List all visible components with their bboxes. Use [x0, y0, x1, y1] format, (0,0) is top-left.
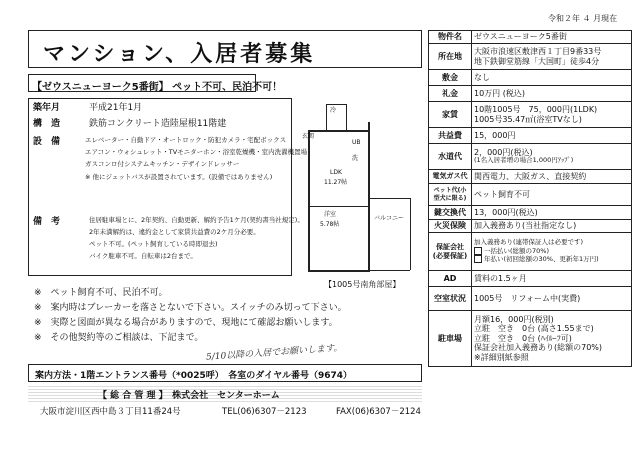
room-label: 洋室 — [324, 211, 337, 218]
floorplan — [294, 100, 426, 280]
row-value: 15，000円 — [472, 128, 632, 144]
built-label: 築年月 — [33, 103, 61, 113]
room-label: LDK — [330, 169, 342, 176]
row-label: 駐車場 — [429, 311, 472, 367]
row-value: 13，000円(税込) — [472, 206, 632, 220]
row-value: 大阪市浪速区敷津西１丁目9番33号 — [474, 46, 602, 56]
note-line: 住居駐車場とに、2年契約、自動更新、解約予告1ケ月(契約書当社規定)。 — [89, 216, 304, 224]
note-line: 2年未満解約は、違約金として家賃共益費の2ケ月分必要。 — [89, 228, 260, 236]
guidance-box: 案内方法・1階エントランス番号（*0025呼） 各室のダイヤル番号（9674） — [28, 364, 422, 382]
row-value: 1005号35.47㎡(浴室TVなし) — [474, 114, 582, 124]
row-label: 水道代 — [429, 144, 472, 170]
bullet-line: ※ その他契約等のご相談は、下記まで。 — [34, 333, 204, 343]
facilities-label: 設 備 — [33, 137, 61, 147]
room-label: 5.78帖 — [320, 221, 340, 228]
built-value: 平成21年1月 — [89, 103, 143, 113]
property-table — [428, 30, 632, 367]
row-value: 月額16，000円(税別) — [474, 314, 554, 324]
row-value: 立駐 空き 0台 (高さ1.55まで) — [474, 324, 594, 334]
row-value: 加入義務あり(連帯保証人は必要です) — [474, 237, 584, 246]
row-label: 敷金 — [429, 70, 472, 86]
checkbox-icon — [474, 255, 482, 263]
note-line: ペット不可。(ペット飼育している時即退去) — [89, 240, 218, 248]
title-box — [28, 30, 422, 68]
bullet-line: ※ 案内時はブレーカーを落さとないで下さい。スイッチのみ切って下さい。 — [34, 303, 347, 313]
row-label: 物件名 — [429, 31, 472, 44]
row-value: 10階1005号 75，000円(1LDK) — [474, 104, 598, 114]
row-value: なし — [472, 70, 632, 86]
bullet-line: ※ ペット飼育不可、民泊不可。 — [34, 288, 168, 298]
row-value: 2，000円(税込) — [474, 147, 533, 157]
page-title: マンション、入居者募集 — [43, 42, 316, 67]
row-value — [474, 255, 629, 264]
row-label: 鍵交換代 — [429, 206, 472, 220]
details-box — [28, 98, 308, 276]
row-value: 年払い(初回総額の30%、更新年1万円) — [484, 255, 599, 264]
row-label: ペット代(小型犬に限る) — [429, 184, 472, 206]
room-label: 洗 — [352, 155, 359, 162]
row-label: 家賃 — [429, 102, 472, 128]
row-value: ペット飼育不可 — [472, 184, 632, 206]
row-value: 立駐 空き 0台 (ﾊｲﾙｰﾌ可) — [474, 333, 572, 343]
room-label: 冷 — [330, 107, 337, 114]
date-label: 令和２年 ４ 月現在 — [548, 14, 618, 23]
row-label: 電気ガス代 — [429, 170, 472, 184]
room-label: UB — [352, 139, 361, 146]
row-value: 加入義務あり(当社指定なし) — [472, 220, 632, 233]
facility-line: エアコン・ウォシュレット・TVモニターホン・浴室乾燥機・室内洗濯機置場 — [85, 148, 308, 156]
row-label: 空室状況 — [429, 287, 472, 311]
row-value: 賃料の1.5ヶ月 — [472, 271, 632, 287]
company-tel: TEL(06)6307－2123 — [222, 407, 307, 417]
facility-line: ガスコンロ付システムキッチン・デザインドレッサー — [85, 160, 240, 168]
row-value: 地下鉄御堂筋線「大国町」徒歩4分 — [474, 56, 600, 66]
row-label: AD — [429, 271, 472, 287]
facilities-note: ※ 他にジェットバスが設置されています。(設備ではありません) — [85, 173, 273, 181]
row-value: 一括払い(総額の70%) — [484, 246, 550, 255]
row-value: ※詳細別紙参照 — [474, 352, 529, 362]
facility-line: エレベーター・自動ドア・オートロック・防犯カメラ・宅配ボックス — [85, 136, 287, 144]
bullet-line: ※ 実際と図面が異なる場合がありますので、現地にて確認お願いします。 — [34, 318, 338, 328]
structure-label: 構 造 — [33, 119, 61, 129]
row-value: 関西電力、大阪ガス、直接契約 — [472, 170, 632, 184]
company-address: 大阪市淀川区西中島３丁目11番24号 — [40, 407, 181, 417]
structure-value: 鉄筋コンクリート造陸屋根11階建 — [89, 119, 227, 129]
subtitle: 【ゼウスニューヨーク5番街】 ペット不可、民泊不可！ — [28, 74, 256, 92]
row-value: ゼウスニューヨーク5番街 — [472, 31, 632, 44]
row-label: 火災保険 — [429, 220, 472, 233]
row-label: 保証会社(必要保証) — [429, 233, 472, 271]
handwritten-note: 5/10以降の入居でお願いします。 — [205, 343, 343, 363]
row-label: 礼金 — [429, 86, 472, 102]
row-value: 1005号 リフォーム中(実費) — [472, 287, 632, 311]
row-value: (1名入居者増の場合1,000円ｱｯﾌﾟ) — [474, 156, 574, 165]
note-line: バイク駐車不可。自転車は2台まで。 — [89, 252, 197, 260]
checkbox-icon — [474, 247, 482, 255]
row-label: 所在地 — [429, 44, 472, 70]
row-label: 共益費 — [429, 128, 472, 144]
floorplan-caption: 【1005号南角部屋】 — [324, 280, 401, 289]
company-fax: FAX(06)6307－2124 — [336, 407, 421, 417]
row-value: 10万円 (税込) — [472, 86, 632, 102]
room-label: 11.27帖 — [324, 179, 348, 186]
company-name: 【 総 合 管 理 】 株式会社 センターホーム — [28, 386, 422, 402]
row-value: 保証会社加入義務あり(総額の70%) — [474, 343, 603, 353]
room-label: バルコニー — [374, 215, 405, 222]
room-label: 玄関 — [302, 133, 315, 140]
notes-label: 備 考 — [33, 217, 61, 227]
